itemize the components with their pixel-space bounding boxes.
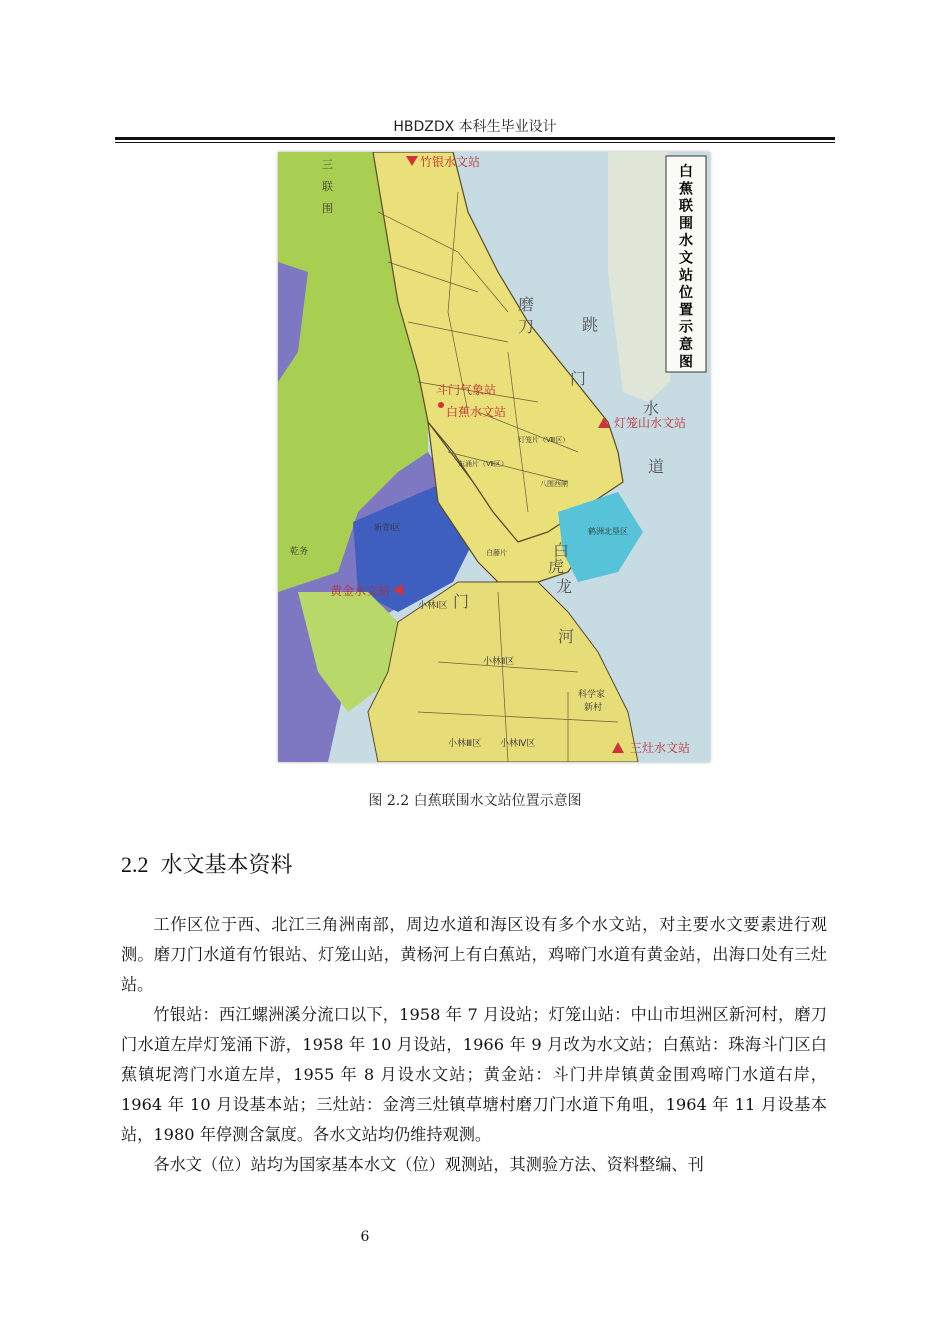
left-label-char: 围 bbox=[322, 202, 333, 215]
map-title-char: 围 bbox=[679, 215, 693, 232]
river-label-char: 磨 bbox=[518, 295, 535, 314]
page-header: HBDZDX 本科生毕业设计 bbox=[393, 119, 557, 135]
river-label-char: 白 bbox=[553, 541, 570, 560]
paragraph-3: 各水文（位）站均为国家基本水文（位）观测站，其测验方法、资料整编、刊 bbox=[153, 1155, 704, 1174]
paragraph-2: 竹银站：西江螺洲溪分流口以下，1958 年 7 月设站；灯笼山站：中山市坦洲区新河村，磨刀门水道左岸灯笼涌下游，1958 年 10 月设站，1966 年 9 月改为水文站；白蕉站：珠海斗门区白蕉镇坭湾门水道左岸，1955 年 8 月设水文站；黄金站：斗门井岸镇黄金围鸡啼门水道右岸，1964 年 10 月设基本站；三灶站：金湾三灶镇草塘村磨刀门水道下角咀，1964 年 11 月设基本站，1980 年停测含氯度。各水文站均仍维持观测。 bbox=[121, 1005, 827, 1144]
station-location-map bbox=[278, 152, 710, 762]
label-dongyong: 东涌片（Ⅶ区） bbox=[458, 460, 508, 468]
paragraph-1: 工作区位于西、北江三角洲南部，周边水道和海区设有多个水文站，对主要水文要素进行观测。磨刀门水道有竹银站、灯笼山站，黄杨河上有白蕉站，鸡啼门水道有黄金站，出海口处有三灶站。 bbox=[121, 915, 827, 994]
label-sanzao: 三灶水文站 bbox=[630, 741, 691, 755]
left-label-char: 联 bbox=[322, 180, 333, 193]
label-zhuyin: 竹银水文站 bbox=[420, 155, 481, 169]
river-label-char: 水 bbox=[643, 399, 660, 418]
map-title-char: 文 bbox=[679, 250, 693, 267]
label-huangjin: 黄金水文站 bbox=[330, 584, 391, 598]
header-rule-thin bbox=[115, 142, 835, 143]
river-label-char: 道 bbox=[648, 457, 665, 476]
map-title-char: 意 bbox=[679, 337, 693, 353]
label-xiaolin1: 小林Ⅰ区 bbox=[418, 601, 448, 611]
map-title-char: 水 bbox=[679, 233, 693, 250]
label-xiaolin2: 小林Ⅱ区 bbox=[483, 657, 515, 667]
river-label-char: 虎 bbox=[548, 557, 565, 576]
label-xinqing: 新青Ⅰ区 bbox=[374, 523, 401, 532]
label-kexuejia2: 新村 bbox=[584, 703, 603, 713]
map-title-char: 图 bbox=[679, 354, 693, 371]
label-doumen-qixiang: 斗门气象站 bbox=[436, 383, 497, 397]
section-title: 水文基本资料 bbox=[160, 853, 293, 878]
river-label-char: 跳 bbox=[582, 315, 599, 334]
map-title-char: 联 bbox=[679, 198, 693, 215]
map-svg bbox=[278, 152, 710, 762]
label-hezhou: 鹤洲北垦区 bbox=[588, 527, 628, 536]
river-label-char: 门 bbox=[453, 592, 470, 611]
label-xiaolin4: 小林Ⅳ区 bbox=[500, 739, 536, 749]
label-denglongshan: 灯笼山水文站 bbox=[614, 416, 687, 430]
label-qianwu: 乾务 bbox=[290, 547, 309, 557]
label-xiaolin3: 小林Ⅲ区 bbox=[448, 739, 482, 749]
map-title-char: 置 bbox=[679, 302, 693, 319]
map-title-char: 示 bbox=[679, 319, 693, 336]
page-number: 6 bbox=[360, 1229, 370, 1245]
section-heading bbox=[121, 848, 293, 879]
label-baweixi: 八围西闸 bbox=[540, 480, 568, 488]
label-kexuejia1: 科学家 bbox=[578, 690, 606, 700]
label-baijiao: 白蕉水文站 bbox=[446, 405, 507, 419]
map-title-char: 位 bbox=[679, 285, 693, 302]
river-label-char: 龙 bbox=[556, 577, 573, 596]
figure-caption: 图 2.2 白蕉联围水文站位置示意图 bbox=[368, 793, 582, 809]
baijiao-marker bbox=[438, 402, 444, 408]
river-label-char: 刀 bbox=[518, 317, 535, 336]
map-title-char: 白 bbox=[679, 164, 693, 180]
map-title-char: 蕉 bbox=[679, 181, 693, 198]
left-labels bbox=[322, 158, 333, 215]
label-denglong-pian: 灯笼片（Ⅷ区） bbox=[518, 436, 570, 444]
body-text bbox=[121, 910, 827, 1180]
section-number: 2.2 bbox=[121, 852, 149, 877]
river-label-char: 门 bbox=[570, 369, 587, 388]
label-baiteng: 白藤片 bbox=[486, 549, 507, 557]
map-title-char: 站 bbox=[679, 267, 693, 284]
left-label-char: 三 bbox=[322, 158, 333, 171]
river-label-char: 河 bbox=[558, 627, 575, 646]
header-rule-thick bbox=[115, 137, 835, 140]
